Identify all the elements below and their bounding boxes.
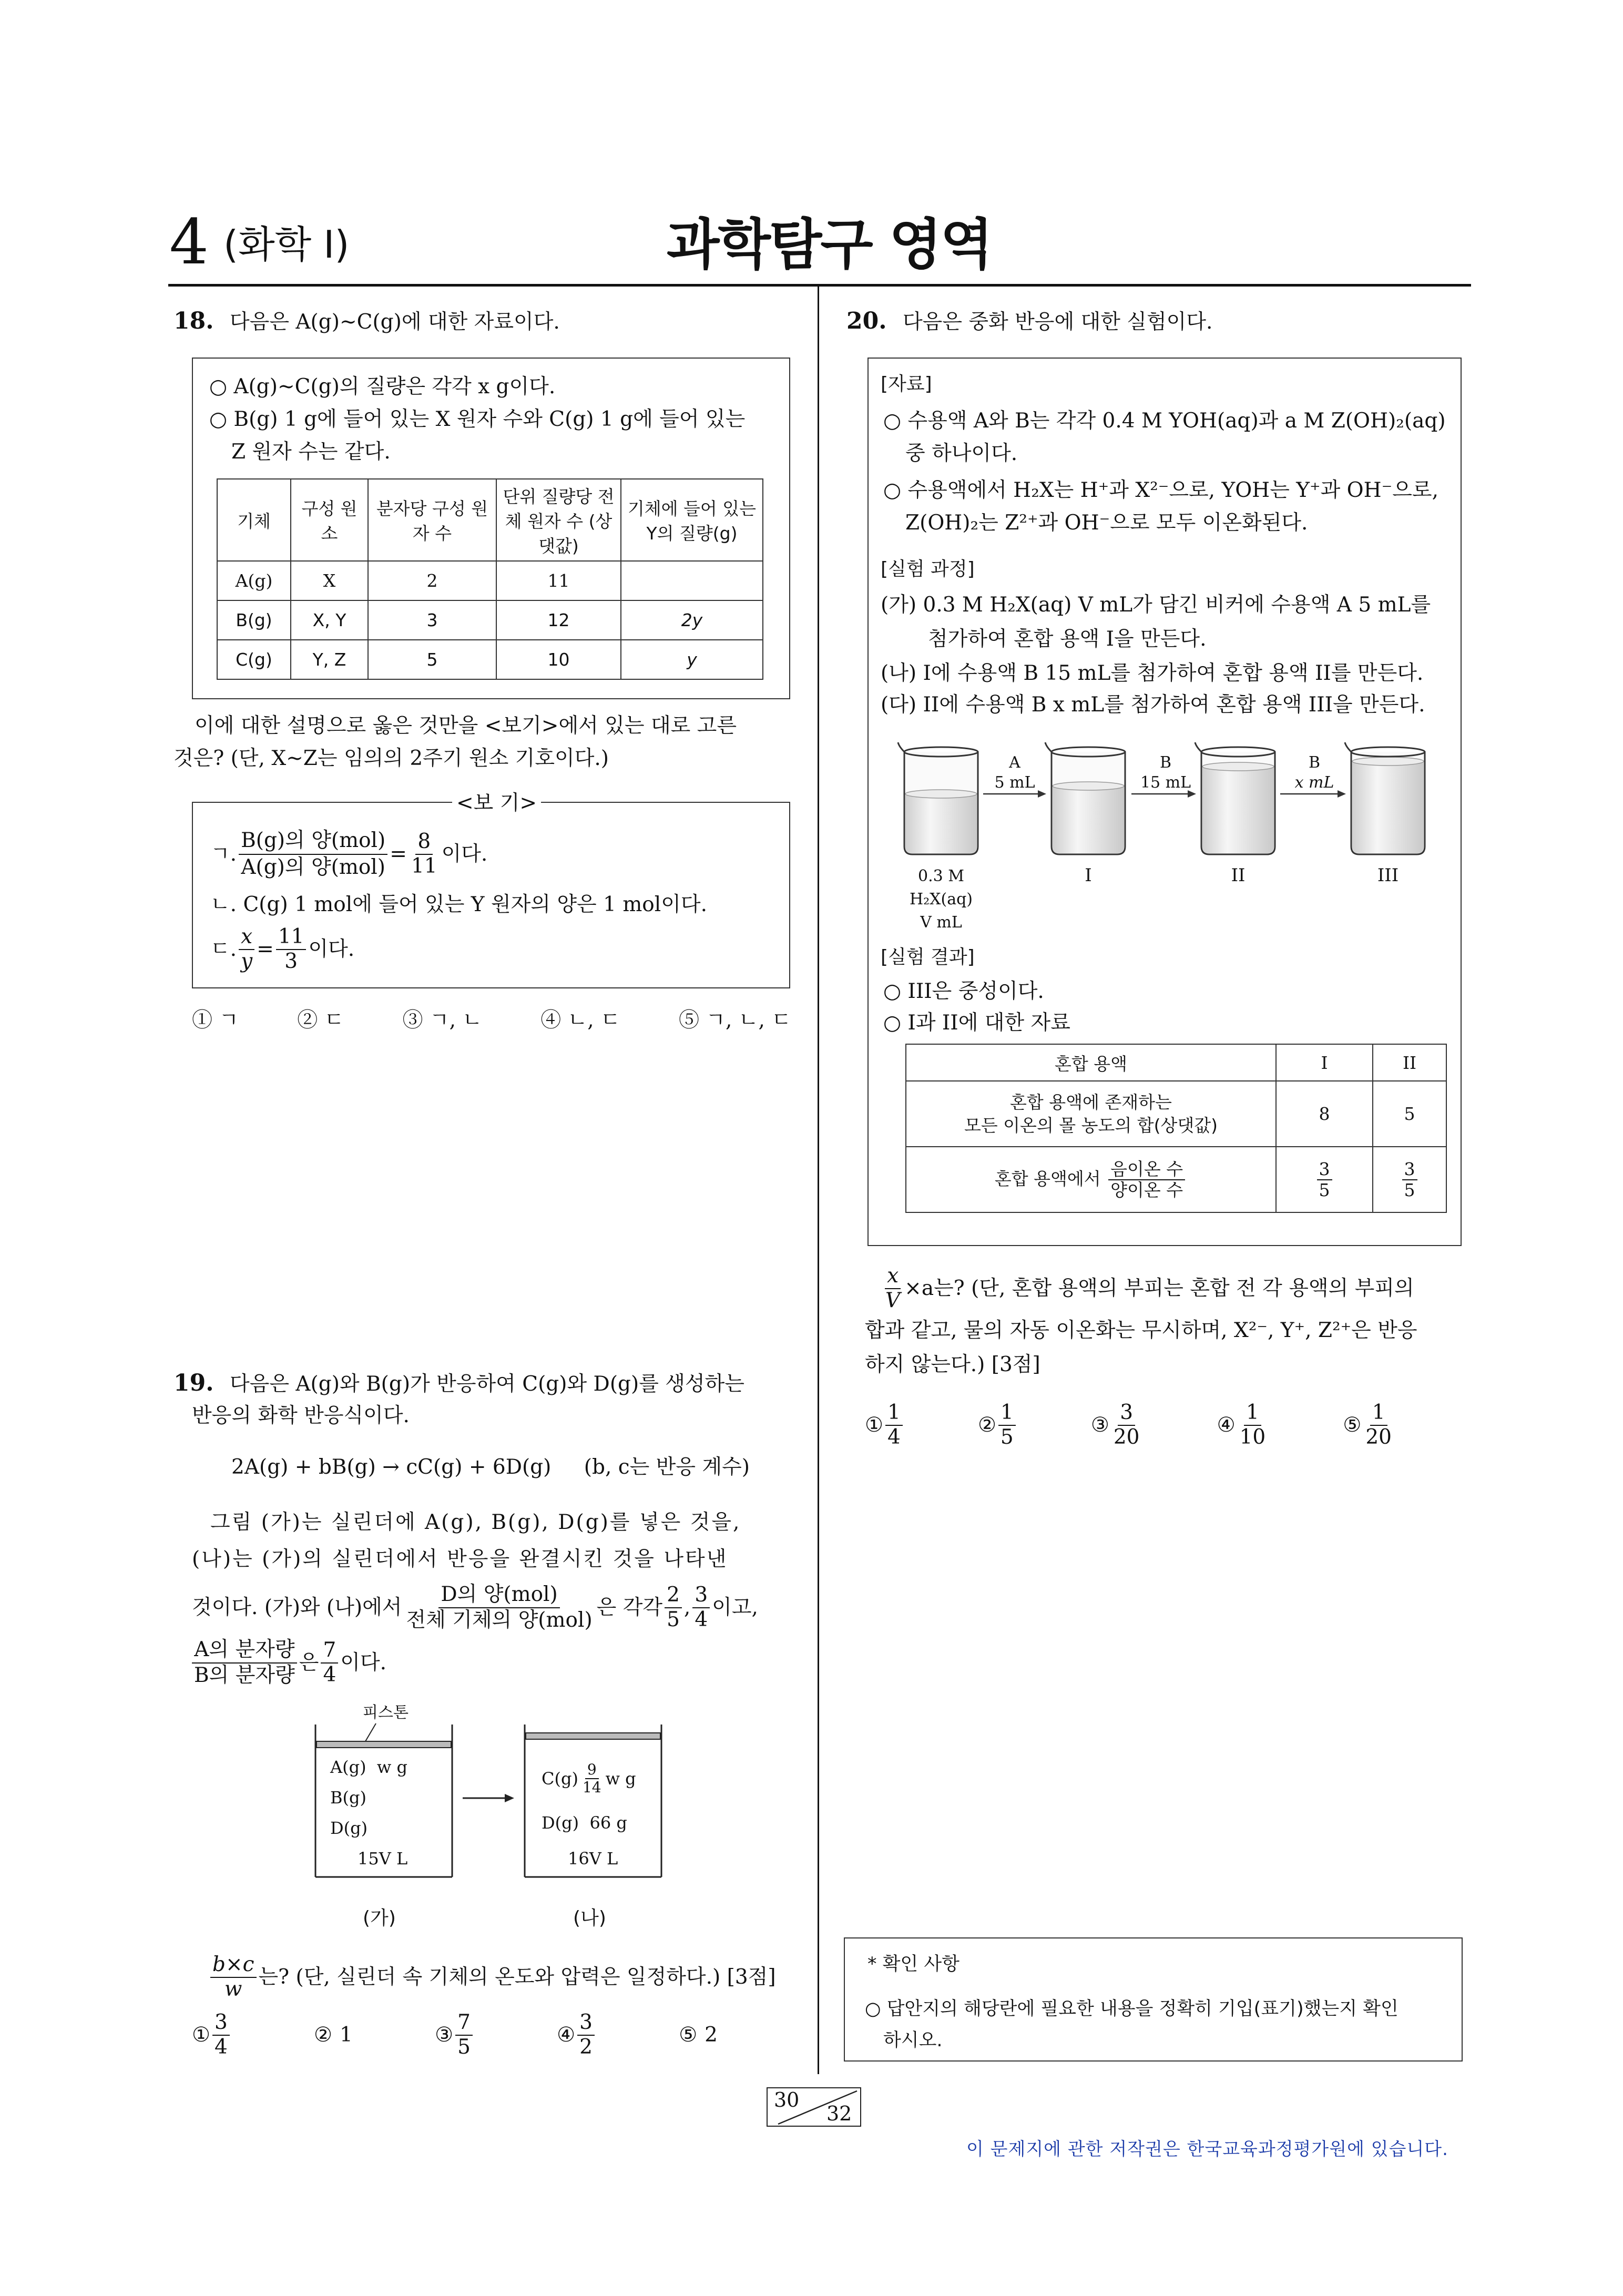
denominator: B의 분자량 bbox=[194, 1663, 295, 1687]
numerator: 1 bbox=[1370, 1401, 1387, 1426]
numerator: x bbox=[239, 925, 254, 950]
answer-choice-5[interactable] bbox=[1343, 1401, 1396, 1450]
fraction bbox=[885, 1401, 903, 1450]
beaker-icon bbox=[1195, 742, 1275, 854]
q20-data-1b: 중 하나이다. bbox=[905, 442, 1018, 465]
beaker-volume: V mL bbox=[920, 913, 962, 932]
arrow-1-label bbox=[988, 753, 1041, 793]
table-cell bbox=[1276, 1147, 1373, 1212]
q18-option-d bbox=[210, 925, 354, 974]
answer-choice-2[interactable] bbox=[314, 2019, 353, 2052]
choice-mark: ① bbox=[192, 2023, 210, 2047]
q20-ask-3: 하지 않는다.) [3점] bbox=[865, 1353, 1040, 1376]
subject-label: (화학 I) bbox=[223, 222, 350, 267]
numerator: 1 bbox=[1244, 1401, 1261, 1426]
arrow-solution: B bbox=[1159, 753, 1172, 772]
table-cell: 8 bbox=[1276, 1081, 1373, 1147]
fraction bbox=[577, 2011, 595, 2059]
na-volume: 16V L bbox=[568, 1849, 618, 1869]
q18-bullet-2a: ○ B(g) 1 g에 들어 있는 X 원자 수와 C(g) 1 g에 들어 있는 bbox=[209, 407, 746, 431]
q18-choices bbox=[192, 1004, 791, 1037]
row-label: 혼합 용액에서 bbox=[994, 1168, 1101, 1189]
choice-mark: ④ bbox=[557, 2023, 576, 2047]
table-cell: Y, Z bbox=[291, 640, 368, 679]
table-cell: 3 bbox=[368, 600, 496, 640]
denominator: y bbox=[241, 949, 253, 973]
row-label-2: 모든 이온의 몰 농도의 합(상댓값) bbox=[964, 1115, 1218, 1136]
ga-line-3: D(g) bbox=[330, 1818, 368, 1838]
piston-label: 피스톤 bbox=[363, 1703, 409, 1722]
q20-data-2a: ○ 수용액에서 H₂X는 H⁺과 X²⁻으로, YOH는 Y⁺과 OH⁻으로, bbox=[883, 478, 1438, 502]
choice-mark: ⑤ bbox=[1343, 1413, 1362, 1437]
numerator: 1 bbox=[885, 1401, 903, 1426]
header-rule bbox=[168, 284, 1471, 287]
q18-table bbox=[217, 478, 763, 680]
q19-para-4 bbox=[192, 1638, 386, 1688]
choice-mark: ③ bbox=[1090, 1413, 1109, 1437]
table-cell: X bbox=[291, 561, 368, 600]
copyright-notice: 이 문제지에 관한 저작권은 한국교육과정평가원에 있습니다. bbox=[966, 2139, 1448, 2160]
q20-th-ii: II bbox=[1373, 1044, 1446, 1081]
beaker-solute: H₂X(aq) bbox=[909, 890, 973, 909]
page-counter bbox=[767, 2087, 861, 2127]
beaker-icon bbox=[898, 742, 978, 854]
answer-choice-3[interactable]: ③ ㄱ, ㄴ bbox=[402, 1008, 483, 1032]
beaker-0-label bbox=[904, 865, 978, 934]
denominator: 4 bbox=[214, 2035, 228, 2059]
ask-text: 는? (단, 실린더 속 기체의 온도와 압력은 일정하다.) [3점] bbox=[258, 1965, 776, 1989]
page-title: 과학탐구 영역 bbox=[667, 212, 992, 277]
equals-sign: = bbox=[390, 842, 407, 866]
denominator: 4 bbox=[323, 1662, 336, 1687]
q20-row-ratio bbox=[906, 1147, 1446, 1212]
numerator: B(g)의 양(mol) bbox=[239, 828, 387, 855]
q18-option-g bbox=[210, 828, 487, 881]
q18-ask-1: 이에 대한 설명으로 옳은 것만을 <보기>에서 있는 대로 고른 bbox=[195, 714, 737, 738]
choice-value: 1 bbox=[340, 2023, 353, 2047]
arrow-volume: 15 mL bbox=[1140, 773, 1191, 792]
q18-th-y-mass: 기체에 들어 있는 Y의 질량(g) bbox=[621, 479, 763, 561]
table-cell: 2 bbox=[368, 561, 496, 600]
table-cell: 10 bbox=[496, 640, 621, 679]
numerator: 7 bbox=[455, 2011, 473, 2036]
beaker-1-label: I bbox=[1085, 865, 1092, 886]
numerator: 음이온 수 bbox=[1108, 1159, 1185, 1180]
q18-number: 18. bbox=[173, 308, 214, 334]
numerator: 3 bbox=[1402, 1159, 1417, 1180]
answer-choice-1[interactable] bbox=[192, 2011, 232, 2059]
q19-choices bbox=[192, 2011, 718, 2059]
answer-choice-1[interactable] bbox=[865, 1401, 905, 1450]
fraction bbox=[239, 828, 387, 881]
q20-proc-title: [실험 과정] bbox=[881, 558, 975, 580]
table-cell: A(g) bbox=[217, 561, 291, 600]
arrow-solution: A bbox=[1009, 753, 1020, 772]
q18-ask-2: 것은? (단, X~Z는 임의의 2주기 원소 기호이다.) bbox=[173, 747, 609, 770]
fraction bbox=[239, 925, 254, 974]
q18-th-elements: 구성 원소 bbox=[291, 479, 368, 561]
arrow-2-label bbox=[1137, 753, 1195, 793]
column-divider bbox=[818, 287, 819, 2074]
answer-choice-4[interactable] bbox=[557, 2011, 597, 2059]
numerator: 7 bbox=[321, 1639, 338, 1664]
q18-row-a bbox=[217, 561, 763, 600]
q18-bullet-1: ○ A(g)~C(g)의 질량은 각각 x g이다. bbox=[209, 375, 556, 399]
table-cell bbox=[621, 561, 763, 600]
option-label: ㄱ. bbox=[210, 842, 237, 866]
answer-choice-2[interactable]: ② ㄷ bbox=[297, 1008, 344, 1032]
beaker-conc: 0.3 M bbox=[918, 867, 964, 885]
q20-result-2: ○ I과 II에 대한 자료 bbox=[883, 1011, 1070, 1035]
q20-proc-3: (다) II에 수용액 B x mL를 첨가하여 혼합 용액 III을 만든다. bbox=[881, 693, 1425, 717]
fraction bbox=[212, 2011, 230, 2059]
choice-mark: ④ bbox=[1217, 1413, 1236, 1437]
fraction bbox=[692, 1584, 710, 1632]
table-cell: B(g) bbox=[217, 600, 291, 640]
fraction bbox=[210, 1953, 257, 2002]
q19-para-2: (나)는 (가)의 실린더에서 반응을 완결시킨 것을 나타낸 bbox=[192, 1547, 728, 1571]
numerator: 11 bbox=[276, 925, 307, 950]
table-cell: 12 bbox=[496, 600, 621, 640]
denominator: 5 bbox=[1404, 1179, 1415, 1200]
numerator: b×c bbox=[210, 1953, 257, 1978]
q20-data-1a: ○ 수용액 A와 B는 각각 0.4 M YOH(aq)과 a M Z(OH)₂(aq) bbox=[883, 409, 1446, 433]
fraction bbox=[192, 1638, 297, 1688]
q20-proc-1a: (가) 0.3 M H₂X(aq) V mL가 담긴 비커에 수용액 A 5 mL를 bbox=[881, 593, 1431, 617]
denominator: 5 bbox=[457, 2035, 471, 2059]
q20-th-i: I bbox=[1276, 1044, 1373, 1081]
denominator: 10 bbox=[1239, 1425, 1266, 1449]
option-tail: 이다. bbox=[308, 937, 355, 961]
denominator: 14 bbox=[582, 1779, 601, 1797]
confirm-line-2: 하시오. bbox=[883, 2030, 943, 2051]
q20-proc-2: (나) I에 수용액 B 15 mL를 첨가하여 혼합 용액 II를 만든다. bbox=[881, 661, 1424, 685]
fraction bbox=[1111, 1401, 1142, 1450]
fraction bbox=[665, 1584, 682, 1632]
table-cell: X, Y bbox=[291, 600, 368, 640]
arrow-solution: B bbox=[1308, 753, 1321, 772]
fraction bbox=[580, 1761, 604, 1796]
numerator: 9 bbox=[585, 1761, 599, 1779]
table-cell: 2y bbox=[621, 600, 763, 640]
table-cell bbox=[906, 1081, 1276, 1147]
fraction bbox=[883, 1264, 902, 1313]
denominator: 전체 기체의 양(mol) bbox=[406, 1608, 593, 1632]
q20-prompt-text: 다음은 중화 반응에 대한 실험이다. bbox=[902, 310, 1213, 334]
q20-ask-1 bbox=[883, 1264, 1414, 1313]
fraction bbox=[1402, 1159, 1417, 1200]
denominator: 3 bbox=[284, 949, 298, 973]
na-c-mass: w g bbox=[605, 1769, 636, 1789]
q18-th-atoms: 분자당 구성 원자 수 bbox=[368, 479, 496, 561]
choice-value: 2 bbox=[705, 2023, 718, 2047]
numerator: 1 bbox=[998, 1401, 1016, 1426]
denominator: 11 bbox=[411, 854, 437, 878]
para-text: 것이다. (가)와 (나)에서 bbox=[192, 1595, 402, 1619]
q19-para-1: 그림 (가)는 실린더에 A(g), B(g), D(g)를 넣은 것을, bbox=[210, 1511, 741, 1534]
ga-caption: (가) bbox=[363, 1907, 396, 1929]
table-cell bbox=[1373, 1147, 1446, 1212]
denominator: 5 bbox=[667, 1607, 680, 1631]
q19-prompt-2: 반응의 화학 반응식이다. bbox=[192, 1404, 410, 1427]
numerator: 3 bbox=[1317, 1159, 1332, 1180]
q19-ask bbox=[210, 1953, 776, 2002]
q20-number: 20. bbox=[846, 308, 887, 334]
fraction bbox=[1363, 1401, 1394, 1450]
q18-th-gas: 기체 bbox=[217, 479, 291, 561]
fraction bbox=[409, 830, 440, 879]
equals-sign: = bbox=[257, 937, 274, 961]
ga-line-1: A(g) w g bbox=[330, 1757, 407, 1777]
denominator: w bbox=[224, 1977, 242, 2001]
confirm-title: * 확인 사항 bbox=[867, 1954, 959, 1975]
q20-ask-2: 합과 같고, 물의 자동 이온화는 무시하며, X²⁻, Y⁺, Z²⁺은 반응 bbox=[865, 1319, 1417, 1342]
arrow-volume: 5 mL bbox=[994, 773, 1035, 792]
ask-text: ×a는? (단, 혼합 용액의 부피는 혼합 전 각 용액의 부피의 bbox=[904, 1276, 1414, 1300]
fraction bbox=[321, 1639, 338, 1687]
numerator: 3 bbox=[577, 2011, 595, 2036]
q18-bogi-title: <보 기> bbox=[452, 787, 541, 820]
page-number: 4 bbox=[169, 206, 209, 278]
q20-result-title: [실험 결과] bbox=[881, 946, 975, 968]
answer-choice-3[interactable] bbox=[435, 2011, 475, 2059]
q20-data-title: [자료] bbox=[881, 373, 932, 395]
ga-volume: 15V L bbox=[358, 1849, 408, 1869]
fraction bbox=[998, 1401, 1016, 1450]
choice-mark: ① bbox=[865, 1413, 883, 1437]
table-cell: 5 bbox=[1373, 1081, 1446, 1147]
para-text: 은 각각 bbox=[596, 1595, 663, 1619]
choice-mark: ② bbox=[314, 2023, 333, 2047]
equation-text: 2A(g) + bB(g) → cC(g) + 6D(g) bbox=[231, 1455, 552, 1479]
numerator: A의 분자량 bbox=[192, 1638, 297, 1664]
q20-choices bbox=[865, 1401, 1396, 1450]
fraction bbox=[1317, 1159, 1332, 1200]
table-cell bbox=[906, 1147, 1276, 1212]
q20-prompt bbox=[846, 305, 1212, 339]
q18-th-per-mass: 단위 질량당 전체 원자 수 (상댓값) bbox=[496, 479, 621, 561]
numerator: x bbox=[885, 1264, 901, 1289]
q18-prompt-text: 다음은 A(g)~C(g)에 대한 자료이다. bbox=[229, 310, 560, 334]
denominator: 5 bbox=[1319, 1179, 1330, 1200]
choice-mark: ⑤ bbox=[679, 2023, 698, 2047]
numerator: D의 양(mol) bbox=[438, 1583, 559, 1608]
denominator: 4 bbox=[887, 1425, 901, 1449]
option-tail: 이다. bbox=[441, 842, 488, 866]
q19-prompt-1 bbox=[173, 1367, 744, 1401]
choice-mark: ③ bbox=[435, 2023, 454, 2047]
q19-number: 19. bbox=[173, 1370, 214, 1396]
na-caption: (나) bbox=[573, 1907, 606, 1929]
denominator: 양이온 수 bbox=[1110, 1179, 1183, 1200]
confirm-line-1: ○ 답안지의 해당란에 필요한 내용을 정확히 기입(표기)했는지 확인 bbox=[865, 1998, 1399, 2019]
denominator: 20 bbox=[1365, 1425, 1392, 1449]
fraction bbox=[404, 1583, 594, 1633]
numerator: 3 bbox=[1118, 1401, 1135, 1426]
numerator: 2 bbox=[665, 1584, 682, 1608]
reaction-arrow-icon bbox=[463, 1794, 514, 1802]
equation-note: (b, c는 반응 계수) bbox=[584, 1455, 750, 1479]
na-d-line: D(g) 66 g bbox=[542, 1813, 627, 1833]
beaker-icon bbox=[1345, 742, 1425, 854]
current-page: 30 bbox=[774, 2088, 800, 2111]
option-label: ㄷ. bbox=[210, 937, 237, 961]
denominator: 2 bbox=[579, 2035, 593, 2059]
beaker-figure bbox=[889, 736, 1446, 936]
q19-para-3 bbox=[192, 1583, 758, 1633]
fraction bbox=[1108, 1159, 1185, 1200]
beaker-2-label: II bbox=[1231, 865, 1246, 886]
comma: , bbox=[683, 1595, 691, 1619]
answer-choice-4[interactable] bbox=[1217, 1401, 1270, 1450]
answer-choice-1[interactable]: ① ㄱ bbox=[192, 1008, 239, 1032]
q18-prompt bbox=[173, 305, 560, 339]
table-cell: C(g) bbox=[217, 640, 291, 679]
total-pages: 32 bbox=[826, 2102, 852, 2125]
answer-choice-2[interactable] bbox=[978, 1401, 1018, 1450]
table-cell: 5 bbox=[368, 640, 496, 679]
numerator: 3 bbox=[692, 1584, 710, 1608]
q18-row-b bbox=[217, 600, 763, 640]
para-text: 은 bbox=[299, 1650, 319, 1675]
para-text: 이다. bbox=[340, 1650, 387, 1675]
q19-equation bbox=[231, 1451, 750, 1484]
denominator: V bbox=[885, 1288, 901, 1312]
fraction bbox=[455, 2011, 473, 2059]
answer-choice-5[interactable]: ⑤ ㄱ, ㄴ, ㄷ bbox=[678, 1008, 791, 1032]
ga-line-2: B(g) bbox=[330, 1788, 366, 1808]
q19-prompt-text: 다음은 A(g)와 B(g)가 반응하여 C(g)와 D(g)를 생성하는 bbox=[229, 1372, 744, 1396]
q20-th-solution: 혼합 용액 bbox=[906, 1044, 1276, 1081]
q18-row-c bbox=[217, 640, 763, 679]
table-cell: y bbox=[621, 640, 763, 679]
numerator: 3 bbox=[212, 2011, 230, 2036]
denominator: 5 bbox=[1000, 1425, 1014, 1449]
cylinder-figure bbox=[305, 1703, 673, 1930]
na-c-line bbox=[542, 1761, 636, 1796]
q20-result-table bbox=[905, 1044, 1447, 1213]
beaker-icon bbox=[1045, 742, 1125, 854]
numerator: 8 bbox=[415, 830, 433, 855]
arrow-3-label bbox=[1285, 753, 1343, 793]
table-cell: 11 bbox=[496, 561, 621, 600]
beaker-3-label: III bbox=[1377, 865, 1399, 886]
q20-result-1: ○ III은 중성이다. bbox=[883, 979, 1044, 1003]
answer-choice-4[interactable]: ④ ㄴ, ㄷ bbox=[540, 1008, 620, 1032]
q20-data-2b: Z(OH)₂는 Z²⁺과 OH⁻으로 모두 이온화된다. bbox=[905, 511, 1308, 535]
q20-proc-1b: 첨가하여 혼합 용액 I을 만든다. bbox=[928, 627, 1207, 651]
denominator: A(g)의 양(mol) bbox=[241, 855, 385, 879]
answer-choice-5[interactable] bbox=[679, 2019, 718, 2052]
row-label-1: 혼합 용액에 존재하는 bbox=[1010, 1091, 1172, 1113]
fraction bbox=[1238, 1401, 1268, 1450]
denominator: 4 bbox=[695, 1607, 708, 1631]
q18-option-n: ㄴ. C(g) 1 mol에 들어 있는 Y 원자의 양은 1 mol이다. bbox=[210, 893, 708, 916]
fraction bbox=[276, 925, 307, 974]
denominator: 20 bbox=[1113, 1425, 1140, 1449]
choice-mark: ② bbox=[977, 1413, 996, 1437]
q18-bullet-2b: Z 원자 수는 같다. bbox=[231, 440, 391, 464]
na-c-label: C(g) bbox=[542, 1769, 578, 1789]
para-text: 이고, bbox=[712, 1595, 758, 1619]
answer-choice-3[interactable] bbox=[1091, 1401, 1144, 1450]
q20-row-conc bbox=[906, 1081, 1446, 1147]
arrow-volume: x mL bbox=[1294, 773, 1334, 792]
